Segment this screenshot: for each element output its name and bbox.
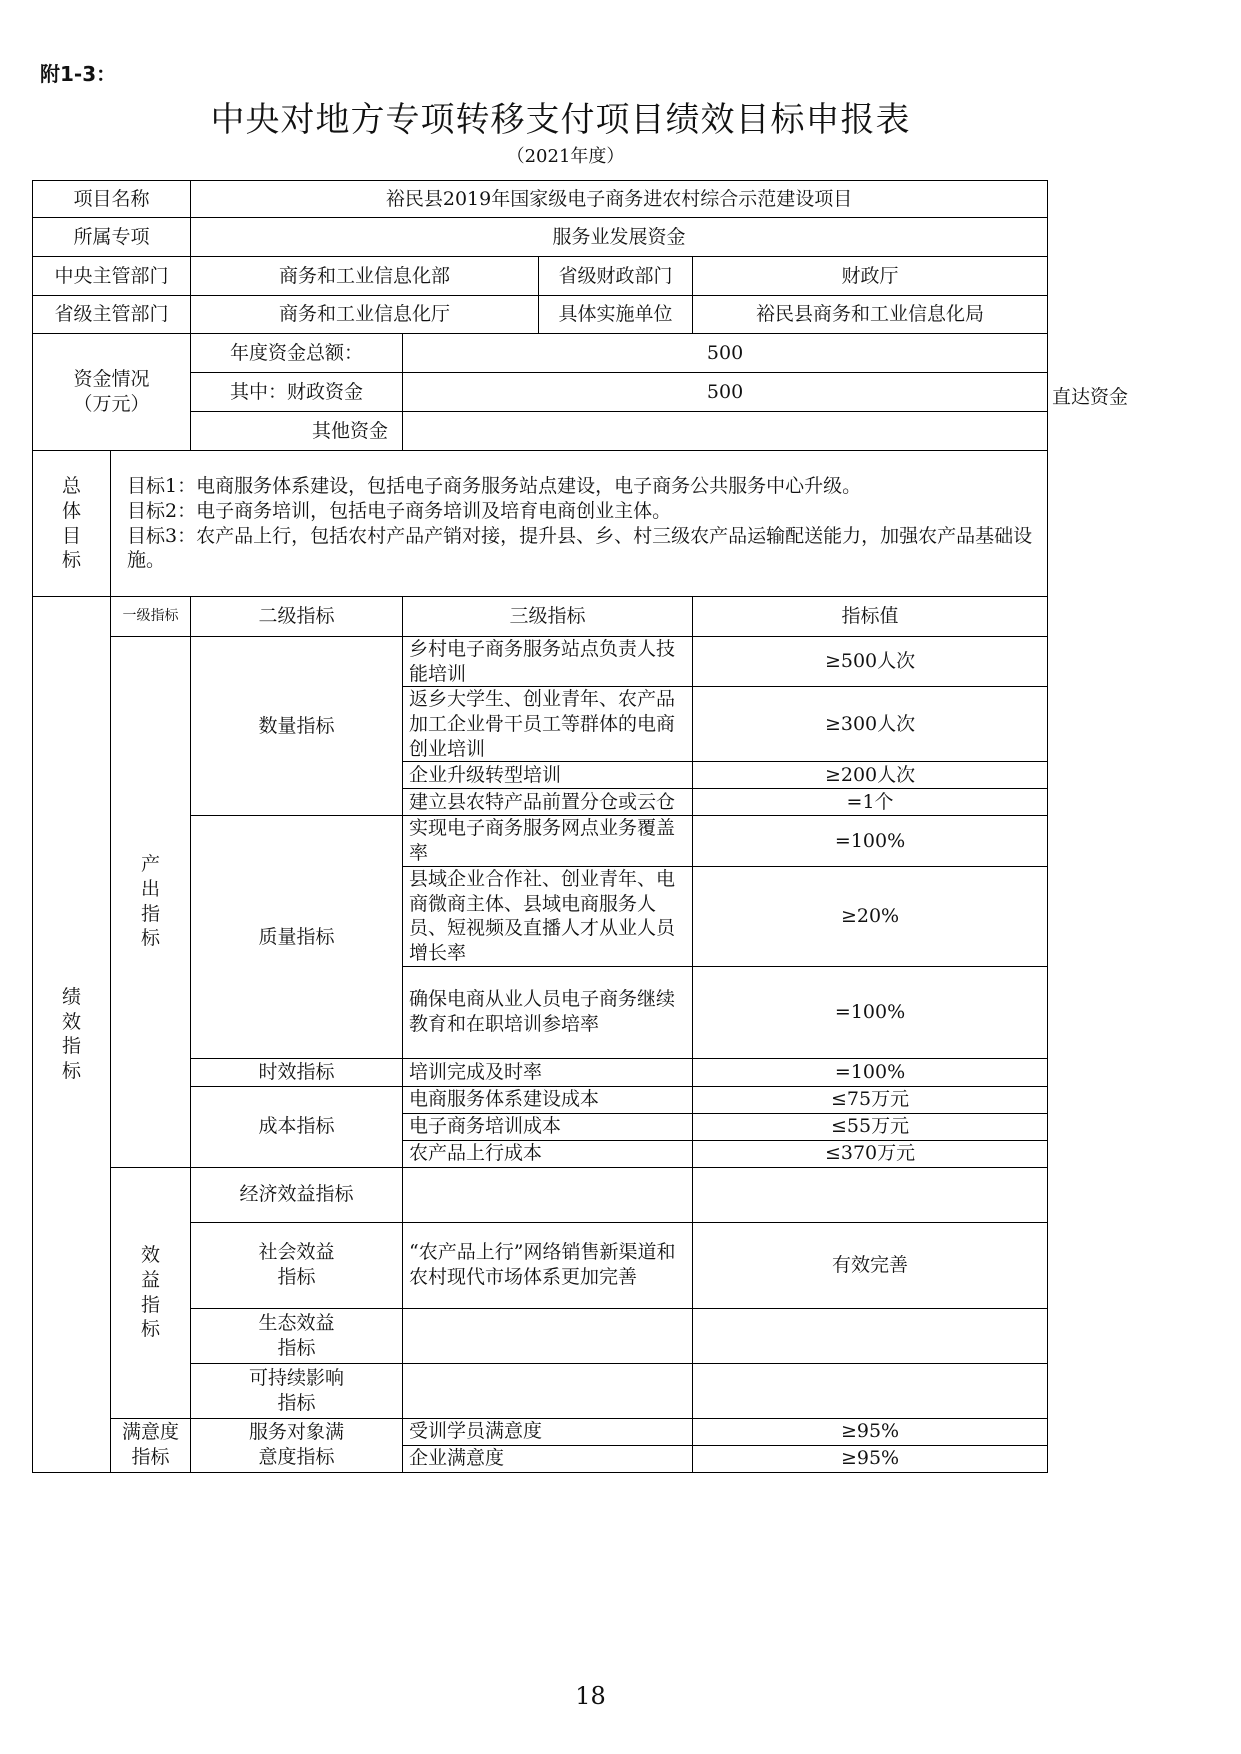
prov-dept-label: 省级主管部门 xyxy=(33,296,191,334)
indicator-name: 电子商务培训成本 xyxy=(403,1113,693,1140)
economic-label: 经济效益指标 xyxy=(191,1167,403,1222)
row-special xyxy=(33,218,1048,257)
funds-fiscal-value: 500 xyxy=(403,373,1048,412)
prov-finance-label: 省级财政部门 xyxy=(539,257,693,296)
funds-label-line1: 资金情况 xyxy=(73,368,150,391)
row-central-dept xyxy=(33,257,1048,296)
satisfaction-label: 满意度指标 xyxy=(111,1418,191,1472)
indicator-value: ≥95% xyxy=(693,1445,1048,1472)
indicator-value: =100% xyxy=(693,966,1048,1058)
performance-form-table xyxy=(32,180,1048,1473)
indicator-name: 企业满意度 xyxy=(403,1445,693,1472)
funds-label-line2: （万元） xyxy=(73,393,150,415)
page-title: 中央对地方专项转移支付项目绩效目标申报表 xyxy=(210,100,911,140)
indicator-value: ≥200人次 xyxy=(693,762,1048,789)
indicator-name: 培训完成及时率 xyxy=(403,1058,693,1086)
level1-header: 一级指标 xyxy=(111,597,191,637)
indicator-name: 确保电商从业人员电子商务继续教育和在职培训参培率 xyxy=(403,966,693,1058)
indicator-name: 电商服务体系建设成本 xyxy=(403,1086,693,1113)
level3-header: 三级指标 xyxy=(403,597,693,637)
indicator-value: ≥95% xyxy=(693,1418,1048,1445)
funds-label xyxy=(33,334,191,451)
impl-unit-label: 具体实施单位 xyxy=(539,296,693,334)
row-goals xyxy=(33,451,1048,597)
indicator-value xyxy=(693,1308,1048,1363)
service-label: 服务对象满意度指标 xyxy=(191,1418,403,1472)
special-label: 所属专项 xyxy=(33,218,191,257)
indicator-value: ≤370万元 xyxy=(693,1140,1048,1167)
indicator-name xyxy=(403,1167,693,1222)
indicator-name: 农产品上行成本 xyxy=(403,1140,693,1167)
level2-header: 二级指标 xyxy=(191,597,403,637)
table-row xyxy=(33,1167,1048,1222)
value-header: 指标值 xyxy=(693,597,1048,637)
prov-dept-value: 商务和工业信息化厅 xyxy=(191,296,539,334)
year-label: （2021年度） xyxy=(506,146,625,167)
social-label: 社会效益指标 xyxy=(191,1222,403,1308)
eco-label: 生态效益指标 xyxy=(191,1308,403,1363)
quantity-label: 数量指标 xyxy=(191,637,403,816)
indicator-value xyxy=(693,1167,1048,1222)
indicator-value: ≥500人次 xyxy=(693,637,1048,687)
funds-other-value xyxy=(403,412,1048,451)
row-perf-header xyxy=(33,597,1048,637)
benefit-label: 效益指标 xyxy=(111,1167,191,1418)
table-row xyxy=(33,637,1048,687)
indicator-name: 乡村电子商务服务站点负责人技能培训 xyxy=(403,637,693,687)
perf-label: 绩效指标 xyxy=(33,597,111,1473)
row-project-name xyxy=(33,181,1048,218)
indicator-value: ≤75万元 xyxy=(693,1086,1048,1113)
indicator-value: ≥300人次 xyxy=(693,687,1048,762)
row-prov-dept xyxy=(33,296,1048,334)
indicator-name xyxy=(403,1308,693,1363)
goal-1: 目标1：电商服务体系建设，包括电子商务服务站点建设，电子商务公共服务中心升级。 xyxy=(127,475,862,498)
funds-other-label: 其他资金 xyxy=(191,412,403,451)
indicator-name: 企业升级转型培训 xyxy=(403,762,693,789)
output-label: 产出指标 xyxy=(111,637,191,1168)
page-number: 18 xyxy=(575,1682,606,1710)
goals-content xyxy=(111,451,1048,597)
central-dept-value: 商务和工业信息化部 xyxy=(191,257,539,296)
indicator-name xyxy=(403,1363,693,1418)
sustain-label: 可持续影响指标 xyxy=(191,1363,403,1418)
project-name-value: 裕民县2019年国家级电子商务进农村综合示范建设项目 xyxy=(191,181,1048,218)
row-funds-total xyxy=(33,334,1048,373)
prov-finance-value: 财政厅 xyxy=(693,257,1048,296)
indicator-name: 实现电子商务服务网点业务覆盖率 xyxy=(403,816,693,866)
cost-label: 成本指标 xyxy=(191,1086,403,1167)
central-dept-label: 中央主管部门 xyxy=(33,257,191,296)
indicator-value: =100% xyxy=(693,816,1048,866)
direct-funds-note: 直达资金 xyxy=(1052,386,1129,408)
special-value: 服务业发展资金 xyxy=(191,218,1048,257)
goal-2: 目标2：电子商务培训，包括电子商务培训及培育电商创业主体。 xyxy=(127,499,672,522)
indicator-value: =100% xyxy=(693,1058,1048,1086)
indicator-value: ≥20% xyxy=(693,866,1048,966)
funds-total-value: 500 xyxy=(403,334,1048,373)
indicator-value: ≤55万元 xyxy=(693,1113,1048,1140)
attachment-label: 附1-3： xyxy=(40,62,117,86)
table-row xyxy=(33,1418,1048,1445)
indicator-value: 有效完善 xyxy=(693,1222,1048,1308)
indicator-value xyxy=(693,1363,1048,1418)
funds-fiscal-label: 其中：财政资金 xyxy=(191,373,403,412)
indicator-name: 返乡大学生、创业青年、农产品加工企业骨干员工等群体的电商创业培训 xyxy=(403,687,693,762)
goals-label: 总体目标 xyxy=(33,451,111,597)
indicator-name: “农产品上行”网络销售新渠道和农村现代市场体系更加完善 xyxy=(403,1222,693,1308)
indicator-name: 建立县农特产品前置分仓或云仓 xyxy=(403,789,693,816)
indicator-value: =1个 xyxy=(693,789,1048,816)
project-name-label: 项目名称 xyxy=(33,181,191,218)
indicator-name: 受训学员满意度 xyxy=(403,1418,693,1445)
quality-label: 质量指标 xyxy=(191,816,403,1058)
goal-3: 目标3：农产品上行，包括农村产品产销对接，提升县、乡、村三级农产品运输配送能力，加强农产品基础设施。 xyxy=(127,524,1033,572)
time-label: 时效指标 xyxy=(191,1058,403,1086)
indicator-name: 县域企业合作社、创业青年、电商微商主体、县域电商服务人员、短视频及直播人才从业人员增长率 xyxy=(403,866,693,966)
funds-total-label: 年度资金总额： xyxy=(191,334,403,373)
impl-unit-value: 裕民县商务和工业信息化局 xyxy=(693,296,1048,334)
